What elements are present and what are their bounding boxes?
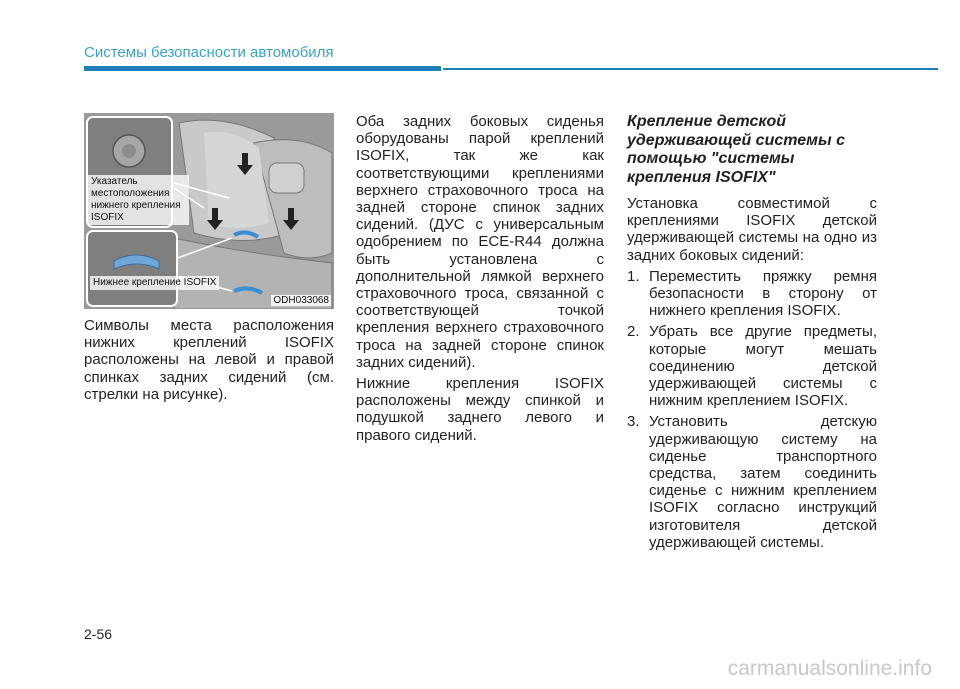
column-1 bbox=[84, 317, 334, 407]
step-text: Переместить пряжку ремня безопасности в сторону от нижнего крепления ISOFIX. bbox=[649, 267, 877, 320]
list-item bbox=[627, 413, 877, 551]
watermark: carmanualsonline.info bbox=[727, 657, 932, 680]
step-number: 1. bbox=[627, 267, 640, 285]
column-3 bbox=[627, 113, 877, 555]
figure-code: ODH033068 bbox=[273, 295, 329, 306]
section-title: Системы безопасности автомобиля bbox=[84, 44, 334, 61]
steps-list bbox=[627, 268, 877, 551]
step-number: 2. bbox=[627, 323, 640, 341]
step-text: Убрать все другие предметы, которые могут мешать соединению детской удерживающей системы с нижним креплением ISOFIX. bbox=[649, 323, 877, 410]
header-bar-thin bbox=[443, 68, 938, 70]
intro-paragraph: Установка совместимой с креплениями ISOFIX детской удерживающей системы на одно из задних боковых сидений: bbox=[627, 195, 877, 264]
list-item bbox=[627, 323, 877, 409]
indicator-label: Указатель местоположения нижнего крепления ISOFIX bbox=[88, 175, 189, 225]
isofix-figure bbox=[84, 113, 334, 309]
step-text: Установить детскую удерживающую систему на сиденье транспортного средства, затем соединить сиденье с нижним креплением ISOFIX согласно инструкций изготовителя детской удерживающей системы. bbox=[649, 413, 877, 551]
subsection-title: Крепление детской удерживающей системы с помощью "системы крепления ISOFIX" bbox=[627, 113, 845, 186]
anchor-label: Нижнее крепление ISOFIX bbox=[90, 276, 219, 290]
anchors-paragraph: Оба задних боковых сиденья оборудованы парой креплений ISOFIX, так же как соответствующими креплениями верхнего страховочного троса на задней стороне спинок задних сидений. (ДУС с универсальным одобрением по ECE-R44 должна быть установлена с дополнительной лямкой верхнего страховочного троса, связанной с соответствующей точкой крепления верхнего страховочного троса на задней стороне спинок задних сидений). bbox=[356, 113, 604, 371]
step-number: 3. bbox=[627, 413, 640, 431]
lower-anchors-paragraph: Нижние крепления ISOFIX расположены между спинкой и подушкой заднего левого и правого сидений. bbox=[356, 375, 604, 444]
symbols-paragraph: Символы места расположения нижних креплений ISOFIX расположены на левой и правой спинках задних сидений (см. стрелки на рисунке). bbox=[84, 317, 334, 403]
page-number: 2-56 bbox=[84, 626, 113, 642]
list-item bbox=[627, 268, 877, 320]
column-2 bbox=[356, 113, 604, 448]
header-bar-thick bbox=[84, 66, 441, 71]
